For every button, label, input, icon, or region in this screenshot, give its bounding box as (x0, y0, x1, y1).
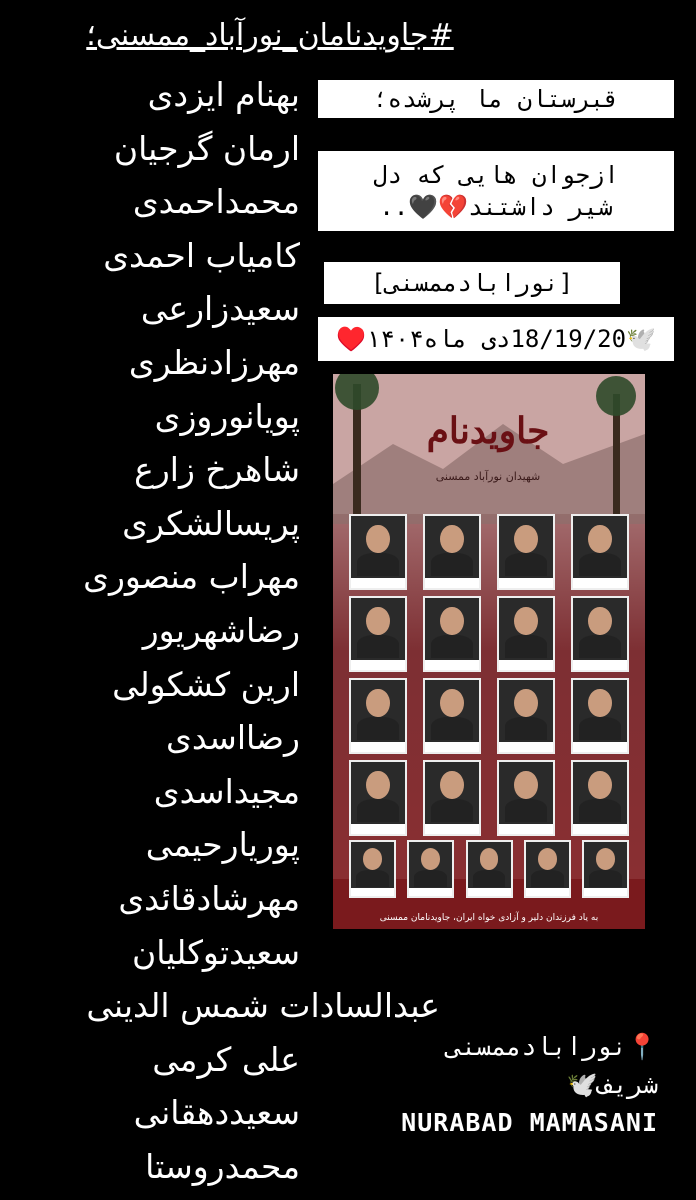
portrait-body (589, 870, 622, 887)
portrait-cap (573, 660, 627, 670)
portrait-face (480, 848, 499, 870)
portrait-body (505, 799, 546, 822)
names-list (30, 68, 440, 1193)
portrait-cap (351, 888, 394, 896)
name-item: شاهرخ زارع (134, 450, 300, 490)
portrait-cap (499, 660, 553, 670)
portrait-body (357, 717, 398, 740)
portrait-face (588, 607, 612, 636)
name-item: سعیدزارعی (140, 289, 300, 329)
memorial-poster (333, 374, 645, 929)
caption-box-2 (318, 151, 674, 231)
portrait-face (363, 848, 382, 870)
portrait-tile (423, 760, 481, 836)
poster-subtitle: شهیدان نورآباد ممسنی (435, 470, 541, 483)
name-item: محمدروستا (145, 1146, 300, 1186)
poster-footer: به یاد فرزندان دلیر و آزادی خواه ایران، جاویدنامان ممسنی (379, 913, 599, 923)
portrait-face (440, 771, 464, 800)
portrait-cap (351, 578, 405, 588)
location-line-1: 📍نورابادممسنی (446, 1032, 658, 1061)
portrait-face (440, 607, 464, 636)
name-item: مهرشادقائدی (118, 878, 300, 918)
portrait-tile (407, 840, 454, 898)
portrait-body (357, 553, 398, 576)
portrait-tile (497, 760, 555, 836)
portrait-body (431, 553, 472, 576)
poster-title: جاویدنام (426, 410, 550, 452)
name-item: عبدالسادات شمس الدینی (86, 986, 440, 1026)
portrait-tile (571, 760, 629, 836)
portrait-body (473, 870, 506, 887)
portrait-body (356, 870, 389, 887)
caption-box-1: قبرستان ما پرشده؛ (318, 80, 674, 118)
name-item: کامیاب احمدی (103, 235, 300, 275)
portrait-cap (573, 578, 627, 588)
name-item: ارین کشکولی (112, 664, 300, 704)
name-item: پویانوروزی (154, 396, 300, 436)
portrait-body (531, 870, 564, 887)
caption-box-2-line-2: شیر داشتند💔🖤.. (379, 193, 613, 221)
name-item: مهراب منصوری (83, 557, 300, 597)
portrait-tile (349, 678, 407, 754)
portrait-tile (423, 678, 481, 754)
caption-box-2-line-1: ازجوان هایی که دل (373, 161, 619, 189)
name-item: رضااسدی (166, 718, 300, 758)
portrait-face (514, 771, 538, 800)
name-item: سعیدتوکلیان (132, 932, 300, 972)
portrait-body (505, 635, 546, 658)
portrait-cap (526, 888, 569, 896)
portrait-face (588, 525, 612, 554)
portrait-face (538, 848, 557, 870)
portrait-face (440, 525, 464, 554)
portrait-tile (466, 840, 513, 898)
portrait-tile (571, 596, 629, 672)
name-item: پوریارحیمی (145, 825, 300, 865)
portrait-tile (349, 840, 396, 898)
portrait-cap (499, 578, 553, 588)
name-item: محمداحمدی (132, 182, 300, 222)
portrait-cap (425, 578, 479, 588)
portrait-cap (468, 888, 511, 896)
portrait-tile (497, 678, 555, 754)
portrait-cap (351, 824, 405, 834)
portrait-tile (349, 514, 407, 590)
portrait-tile (349, 760, 407, 836)
portrait-cap (499, 742, 553, 752)
portrait-cap (425, 824, 479, 834)
portrait-face (588, 771, 612, 800)
portrait-cap (351, 660, 405, 670)
portrait-cap (351, 742, 405, 752)
location-line-2: شریف🕊️ (566, 1070, 658, 1099)
portrait-face (440, 689, 464, 718)
portrait-body (357, 799, 398, 822)
portrait-body (579, 635, 620, 658)
portrait-face (588, 689, 612, 718)
portrait-face (596, 848, 615, 870)
portrait-body (414, 870, 447, 887)
portrait-body (431, 635, 472, 658)
location-line-latin: NURABAD MAMASANI (401, 1108, 658, 1137)
hashtag-title: #جاویدنامان_نورآباد_ممسنی؛ (86, 18, 454, 53)
name-item: علی کرمی (152, 1039, 300, 1079)
portrait-tile (524, 840, 571, 898)
portrait-face (514, 607, 538, 636)
portrait-body (431, 717, 472, 740)
name-item: سعیددهقانی (133, 1093, 300, 1133)
portrait-face (366, 771, 390, 800)
portrait-tile (423, 596, 481, 672)
portrait-tile (582, 840, 629, 898)
portrait-cap (573, 742, 627, 752)
portrait-body (357, 635, 398, 658)
portrait-face (366, 689, 390, 718)
portrait-body (579, 553, 620, 576)
name-item: مجیداسدی (153, 771, 300, 811)
portrait-body (431, 799, 472, 822)
portrait-tile (571, 514, 629, 590)
portrait-face (366, 607, 390, 636)
name-item: ارمان گرجیان (113, 128, 300, 168)
location-signature (336, 1028, 658, 1142)
portrait-body (505, 717, 546, 740)
name-item: رضاشهریور (142, 610, 300, 650)
name-item: پریسالشکری (122, 503, 300, 543)
caption-box-location: [نورابادممسنی] (324, 262, 620, 304)
portrait-cap (425, 742, 479, 752)
portrait-tile (497, 514, 555, 590)
portrait-cap (584, 888, 627, 896)
portrait-tile (497, 596, 555, 672)
caption-box-date: 🕊️18/19/20دی ماه۱۴۰۴♥️ (318, 317, 674, 361)
portrait-face (421, 848, 440, 870)
portrait-body (579, 717, 620, 740)
portrait-face (514, 689, 538, 718)
portrait-tile (423, 514, 481, 590)
portrait-cap (499, 824, 553, 834)
name-item: بهنام ایزدی (147, 75, 300, 114)
portrait-tile (349, 596, 407, 672)
portrait-tile (571, 678, 629, 754)
portrait-cap (409, 888, 452, 896)
name-item: مهرزادنظری (128, 342, 300, 382)
portrait-face (366, 525, 390, 554)
portrait-cap (425, 660, 479, 670)
portrait-cap (573, 824, 627, 834)
portrait-face (514, 525, 538, 554)
portrait-body (579, 799, 620, 822)
portrait-body (505, 553, 546, 576)
